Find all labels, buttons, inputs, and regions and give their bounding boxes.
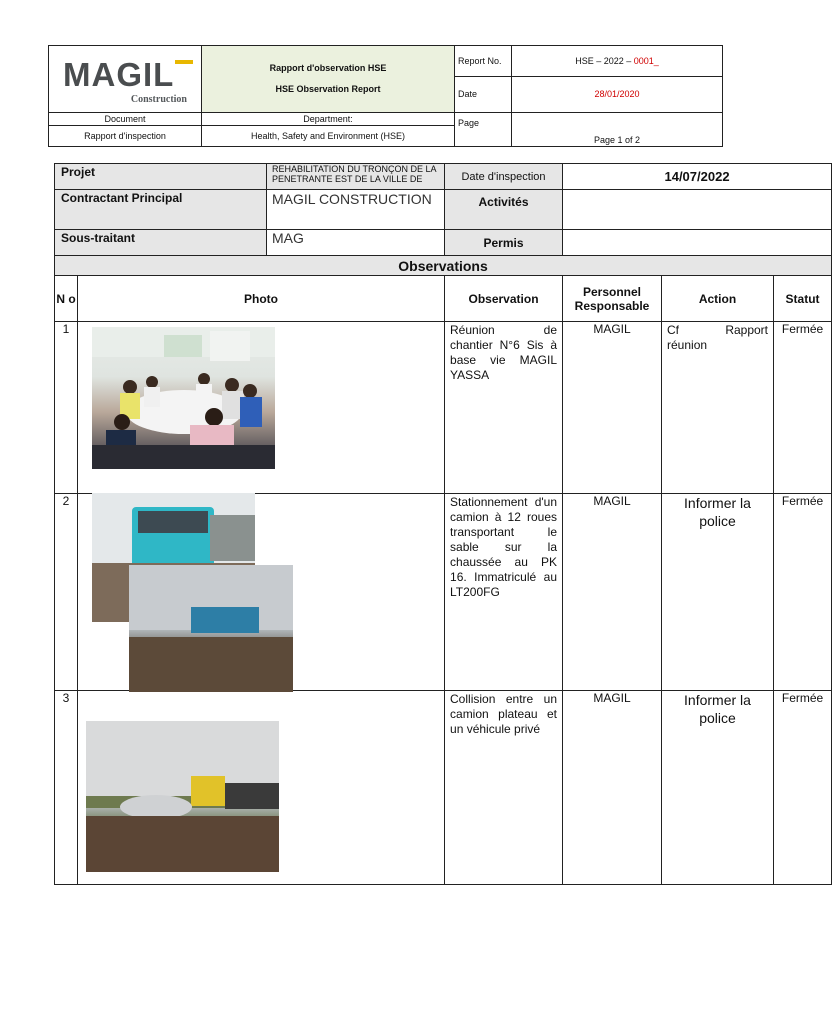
report-title-fr: Rapport d'observation HSE bbox=[269, 62, 387, 73]
row-statut: Fermée bbox=[774, 691, 832, 885]
row-observation: Réunion de chantier N°6 Sis à base vie MAGIL YASSA bbox=[445, 322, 563, 494]
permis-value bbox=[563, 230, 832, 256]
company-logo bbox=[49, 46, 202, 113]
sous-traitant-label: Sous-traitant bbox=[55, 230, 267, 256]
col-header-action: Action bbox=[662, 276, 774, 322]
projet-value: REHABILITATION DU TRONÇON DE LA PENETRANTE EST DE LA VILLE DE bbox=[267, 164, 445, 190]
row-action: Informer la police bbox=[662, 494, 774, 691]
page-label: Page bbox=[455, 112, 512, 146]
row-no: 1 bbox=[55, 322, 78, 494]
col-header-photo: Photo bbox=[78, 276, 445, 322]
contractant-label: Contractant Principal bbox=[55, 190, 267, 230]
row-personnel: MAGIL bbox=[563, 322, 662, 494]
report-no-suffix: 0001_ bbox=[633, 56, 659, 67]
document-value: Rapport d'inspection bbox=[49, 125, 202, 146]
report-title bbox=[202, 46, 455, 113]
col-header-observation: Observation bbox=[445, 276, 563, 322]
collision-photo bbox=[86, 721, 279, 872]
row-no: 2 bbox=[55, 494, 78, 691]
page-value: Page 1 of 2 bbox=[512, 112, 723, 146]
meeting-photo bbox=[92, 327, 275, 469]
report-no-prefix: HSE – 2022 – bbox=[575, 56, 634, 67]
observations-title: Observations bbox=[55, 256, 832, 276]
row-no: 3 bbox=[55, 691, 78, 885]
row-action: Cf Rapport réunion bbox=[662, 322, 774, 494]
row-observation: Stationnement d'un camion à 12 roues transportant le sable sur la chaussée au PK 16. Immatriculé au LT200FG bbox=[445, 494, 563, 691]
date-value: 28/01/2020 bbox=[512, 77, 723, 112]
col-header-no: N o bbox=[55, 276, 78, 322]
document-label: Document bbox=[49, 112, 202, 125]
contractant-value: MAGIL CONSTRUCTION bbox=[267, 190, 445, 230]
permis-label: Permis bbox=[445, 230, 563, 256]
projet-label: Projet bbox=[55, 164, 267, 190]
logo-text: MAGIL bbox=[63, 56, 175, 93]
date-label: Date bbox=[455, 77, 512, 112]
row-statut: Fermée bbox=[774, 322, 832, 494]
sous-traitant-value: MAG bbox=[267, 230, 445, 256]
activites-value bbox=[563, 190, 832, 230]
row-personnel: MAGIL bbox=[563, 494, 662, 691]
department-label: Department: bbox=[202, 112, 455, 125]
row-observation: Collision entre un camion plateau et un véhicule privé bbox=[445, 691, 563, 885]
truck-photo-2 bbox=[129, 565, 293, 692]
date-inspection-label: Date d'inspection bbox=[445, 164, 563, 190]
department-value: Health, Safety and Environment (HSE) bbox=[202, 125, 455, 146]
report-no-value bbox=[512, 46, 723, 77]
col-header-personnel: Personnel Responsable bbox=[563, 276, 662, 322]
report-header-table bbox=[48, 45, 723, 147]
activites-label: Activités bbox=[445, 190, 563, 230]
logo-accent-bar bbox=[175, 60, 193, 64]
date-inspection-value: 14/07/2022 bbox=[563, 164, 832, 190]
report-no-label: Report No. bbox=[455, 46, 512, 77]
logo-subtitle: Construction bbox=[130, 94, 187, 105]
col-header-statut: Statut bbox=[774, 276, 832, 322]
report-title-en: HSE Observation Report bbox=[275, 83, 381, 94]
row-action: Informer la police bbox=[662, 691, 774, 885]
row-personnel: MAGIL bbox=[563, 691, 662, 885]
row-statut: Fermée bbox=[774, 494, 832, 691]
